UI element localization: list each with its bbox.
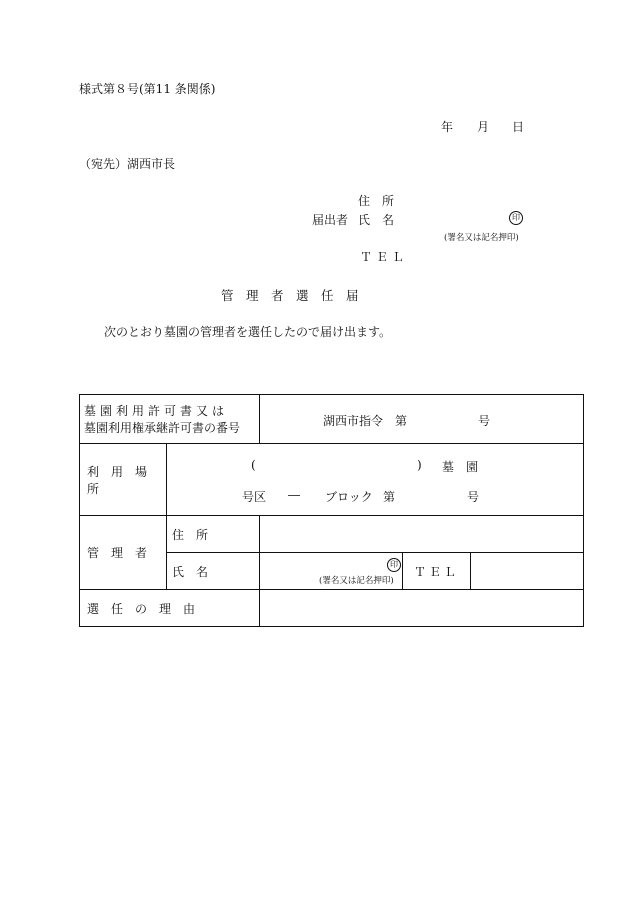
applicant-signature-note: (署名又は記名押印) [444, 233, 519, 243]
manager-address-row [80, 516, 584, 553]
manager-address-value-cell[interactable] [260, 516, 584, 553]
location-label: 利 用 場 所 [87, 464, 160, 496]
manager-signature-note: (署名又は記名押印) [319, 576, 394, 586]
permit-value-suffix: 号 [478, 414, 491, 428]
location-dash: ― [288, 488, 300, 502]
location-close-paren: ) [417, 458, 422, 472]
location-block: ブロック [325, 490, 373, 504]
document-title: 管 理 者 選 任 届 [221, 288, 359, 303]
reason-label: 選 任 の 理 由 [87, 601, 196, 616]
manager-seal-icon: 印 [387, 558, 401, 572]
manager-address-label-cell [167, 516, 260, 553]
manager-name-label-cell [167, 553, 260, 590]
date-year-label: 年 [441, 120, 454, 134]
date-month-label: 月 [477, 120, 490, 134]
reason-label-cell [80, 590, 260, 627]
location-label-cell [80, 444, 167, 516]
permit-label-line1: 墓園利用許可書又は [84, 404, 229, 418]
location-open-paren: ( [251, 458, 256, 472]
manager-name-value-cell[interactable] [260, 553, 403, 590]
manager-name-label: 氏 名 [172, 564, 209, 579]
permit-number-row [80, 395, 584, 444]
manager-label: 管 理 者 [87, 546, 148, 560]
addressee: （宛先）湖西市長 [79, 157, 176, 171]
permit-value-prefix: 湖西市指令 第 [323, 414, 408, 428]
seal-icon: 印 [509, 211, 523, 225]
intro-text: 次のとおり墓園の管理者を選任したので届け出ます。 [104, 325, 392, 339]
applicant-role-label: 届出者 [312, 213, 349, 227]
location-go: 号 [467, 490, 480, 504]
manager-tel-label-cell [403, 553, 471, 590]
permit-number-label-cell [80, 395, 260, 444]
location-no: 第 [383, 490, 396, 504]
date-day-label: 日 [512, 120, 525, 134]
applicant-name-label: 氏 名 [358, 213, 395, 227]
permit-label-line2: 墓園利用権承継許可書の番号 [84, 421, 241, 435]
location-value-cell[interactable] [167, 444, 584, 516]
location-row [80, 444, 584, 516]
applicant-tel-label: ＴＥＬ [360, 250, 409, 264]
reason-value-cell[interactable] [260, 590, 584, 627]
manager-tel-value-cell[interactable] [471, 553, 584, 590]
location-cemetery: 墓 園 [442, 460, 479, 474]
manager-address-label: 住 所 [172, 527, 209, 542]
location-ku: 号区 [242, 490, 267, 504]
reason-row [80, 590, 584, 627]
applicant-address-label: 住 所 [358, 194, 395, 208]
form-number: 様式第８号(第11 条関係) [79, 82, 216, 96]
application-table [79, 394, 584, 627]
manager-label-cell [80, 516, 167, 590]
manager-tel-label: ＴＥＬ [414, 564, 460, 579]
permit-number-value-cell[interactable] [260, 395, 584, 444]
